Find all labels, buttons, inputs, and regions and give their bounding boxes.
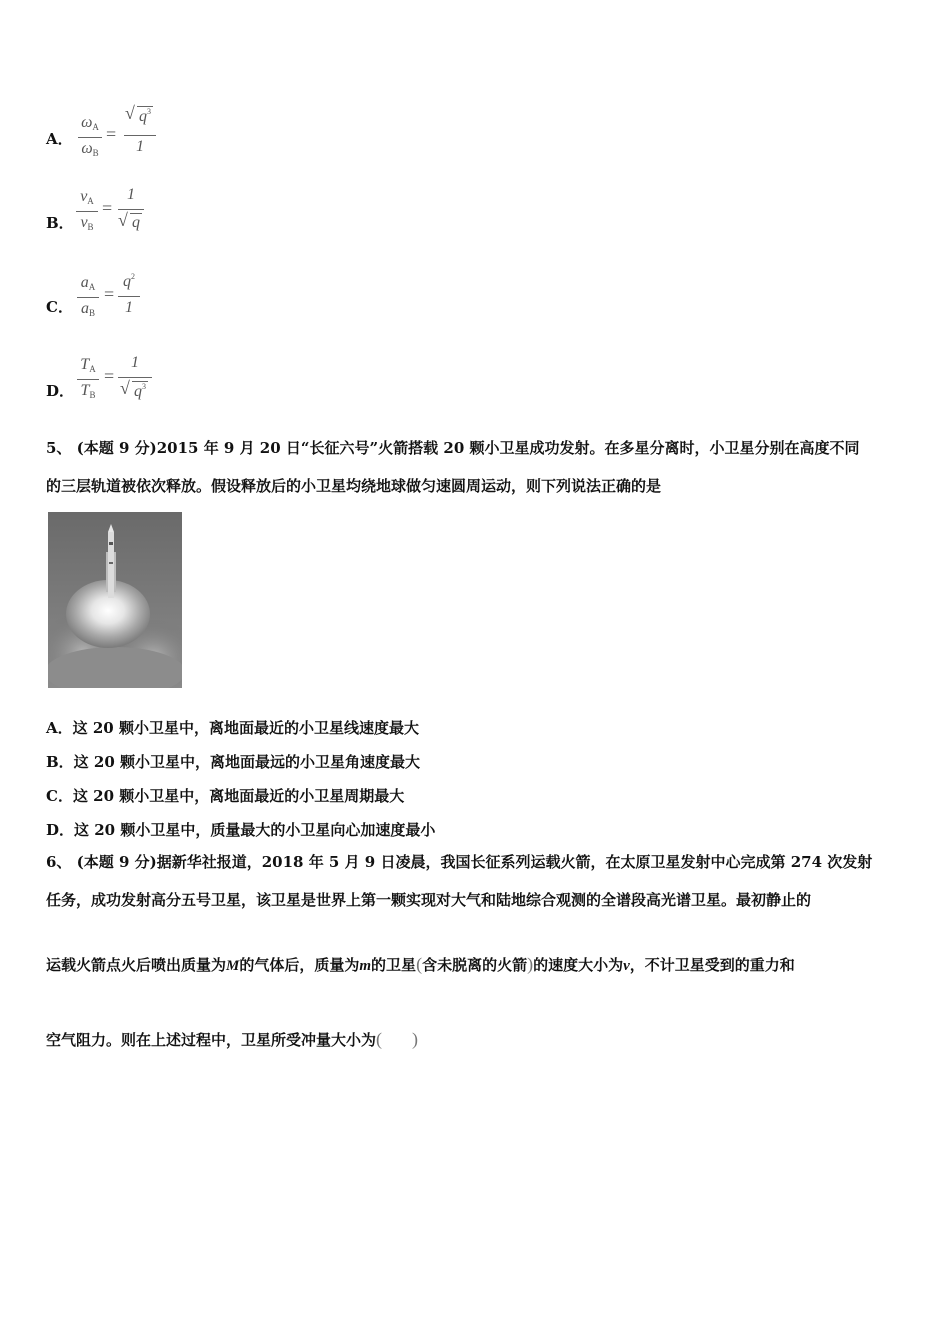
option-d-rhs: 1 √ $q^3$ (116, 354, 154, 408)
option-c-label: C． (46, 298, 73, 316)
option-d-label: D． (46, 382, 75, 400)
q5-choice-d: D．这 20 颗小卫星中，质量最大的小卫星向心加速度最小 (46, 821, 436, 839)
option-c-lhs: $a_A$ $a_B$ (77, 274, 99, 322)
option-a-label: A． (46, 130, 73, 148)
q6-line3: 运载火箭点火后喷出质量为M的气体后，质量为m的卫星(含未脱离的火箭)的速度大小为v，不计卫星受到的重力和 (46, 954, 795, 974)
option-a-rhs: √ $q^3$ 1 (122, 104, 158, 158)
option-d-lhs: $T_A$ $T_B$ (77, 356, 99, 404)
answer-blank-open: ( (376, 1029, 383, 1049)
option-b-rhs: 1 √ q (116, 186, 146, 238)
option-b-lhs: $v_A$ $v_B$ (76, 188, 98, 236)
q6-line4: 空气阻力。则在上述过程中，卫星所受冲量大小为( ) (46, 1029, 419, 1049)
rocket-launch-illustration (48, 512, 182, 688)
q5-line1: 5、 (本题 9 分)2015 年 9 月 20 日“长征六号”火箭搭载 20 颗小卫星成功发射。在多星分离时，小卫星分别在高度不同 (46, 439, 860, 457)
q5-choice-b: B．这 20 颗小卫星中，离地面最远的小卫星角速度最大 (46, 753, 420, 771)
option-a-lhs: $\omega_A$ $\omega_B$ (78, 114, 102, 162)
option-b-label: B． (46, 214, 74, 232)
q6-line1: 6、 (本题 9 分)据新华社报道，2018 年 5 月 9 日凌晨，我国长征系列运载火箭，在太原卫星发射中心完成第 274 次发射 (46, 853, 873, 871)
rocket-launch-photo (48, 512, 182, 688)
answer-blank-close: ) (412, 1029, 419, 1049)
q5-line2: 的三层轨道被依次释放。假设释放后的小卫星均绕地球做匀速圆周运动，则下列说法正确的是 (46, 477, 662, 495)
q6-line2: 任务，成功发射高分五号卫星，该卫星是世界上第一颗实现对大气和陆地综合观测的全谱段高光谱卫星。最初静止的 (46, 891, 812, 909)
q5-choice-a: A．这 20 颗小卫星中，离地面最近的小卫星线速度最大 (46, 719, 419, 737)
option-c-rhs: $q^2$ 1 (118, 270, 140, 322)
q5-choice-c: C．这 20 颗小卫星中，离地面最近的小卫星周期最大 (46, 787, 405, 805)
